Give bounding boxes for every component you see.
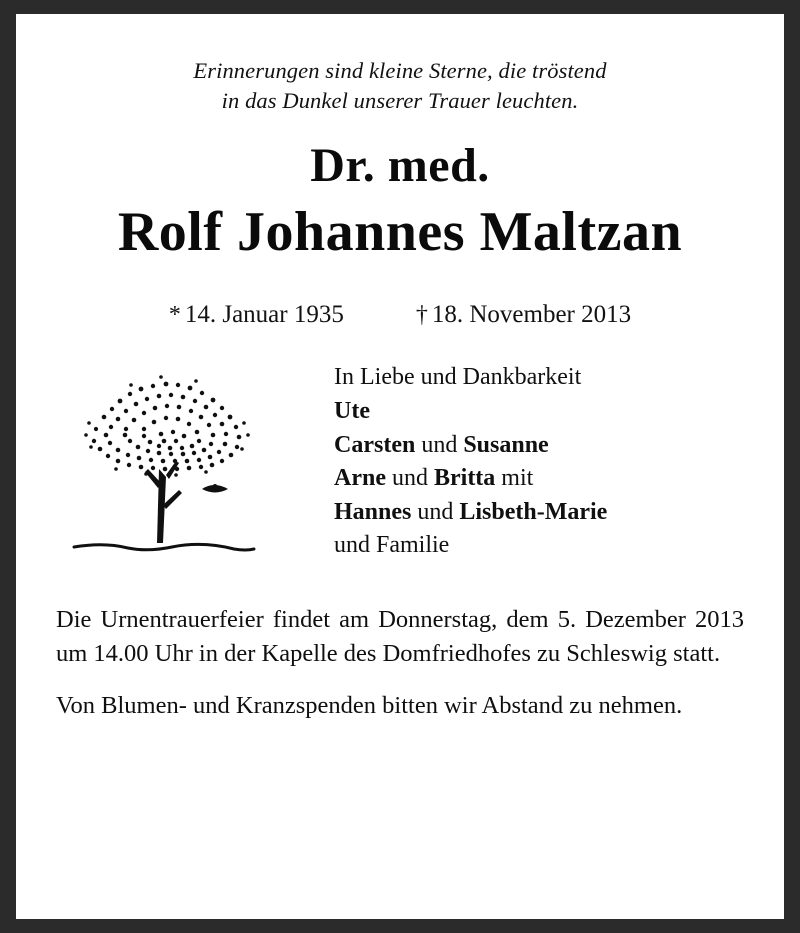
family-row-4: und Familie [334,532,450,559]
family-row-0 [334,395,744,429]
birth-date-text: 14. Januar 1935 [184,301,344,329]
birth-date [169,301,344,329]
epitaph [56,56,744,115]
family-name: Susanne [463,431,549,458]
star-icon: * [168,302,181,329]
conjunction: und [421,431,458,458]
cross-icon: † [415,302,428,329]
death-date [416,301,631,329]
family-name: Arne [334,465,386,492]
suffix: mit [501,465,534,492]
conjunction: und [391,465,428,492]
life-dates [56,301,744,329]
family-name: Hannes [334,498,412,525]
title-block [56,141,744,263]
epitaph-line-1: Erinnerungen sind kleine Sterne, die tröstend [193,58,607,83]
family-list [334,351,744,563]
epitaph-line-2: in das Dunkel unserer Trauer leuchten. [221,87,579,113]
funeral-paragraph: Die Urnentrauerfeier findet am Donnerstag, dem 5. Dezember 2013 um 14.00 Uhr in der Kapelle des Domfriedhofes zu Schleswig statt. [56,606,744,668]
dedication-line: In Liebe und Dankbarkeit [334,364,582,391]
obituary-card [16,14,784,919]
family-name: Ute [334,397,370,424]
family-name: Lisbeth-Marie [459,498,608,525]
deceased-name: Rolf Johannes Maltzan [117,200,683,263]
flowers-paragraph: Von Blumen- und Kranzspenden bitten wir Abstand zu nehmen. [56,691,683,719]
family-row-3 [334,496,744,530]
family-row-1 [334,429,744,463]
family-row-2 [334,462,744,496]
middle-section [56,351,744,577]
conjunction: und [417,498,454,525]
family-name: Britta [433,465,496,492]
honorific-title: Dr. med. [310,139,490,193]
tree-illustration [56,351,306,577]
family-name: Carsten [334,431,416,458]
death-date-text: 18. November 2013 [431,301,632,329]
funeral-details [56,603,744,722]
